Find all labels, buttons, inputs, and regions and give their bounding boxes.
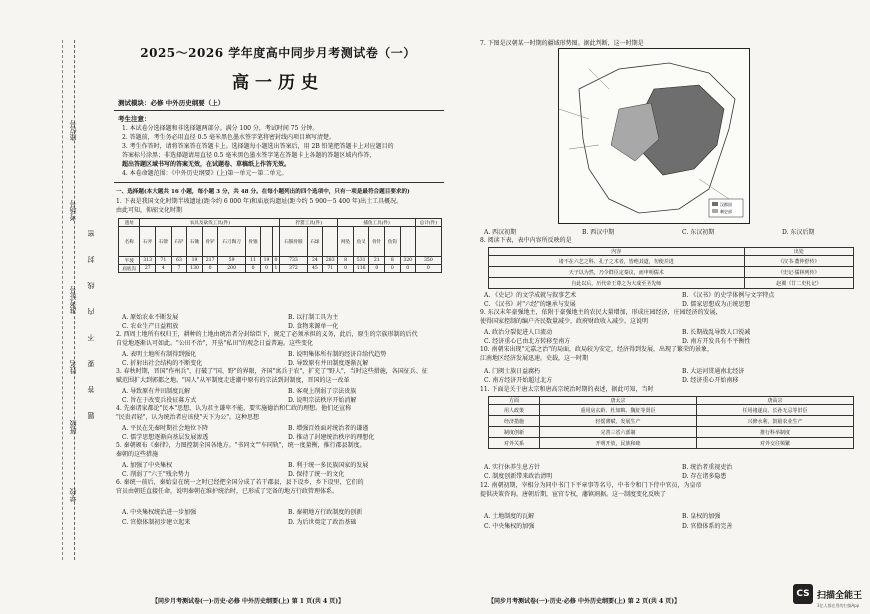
table-row: 庙底沟 27 4 7 130 0 200 0 0 1 372 45 71 0 116 0 0 0 0: [119, 265, 442, 273]
option-c: C. 旨在于改变兵役征募方式: [122, 397, 197, 404]
spine-label: 班级: [69, 420, 77, 434]
option-d: D. 导致原有井田制度逐渐瓦解: [288, 360, 369, 367]
question-stem: 江南地区经济发展迅速。史载，这一时期: [480, 355, 589, 362]
page-footer: 【同步月考测试卷(一)·历史·必修 中外历史纲要(上) 第 2 页(共 4 页)】: [488, 598, 681, 605]
seal-char: 要: [87, 360, 95, 367]
table-header: 唐太宗: [540, 397, 697, 405]
table-header: 方面: [489, 397, 540, 405]
question-stem: 4. 先秦诸家都论"民本"思想，认为君主谦卑不能，要实施德治和仁政的理想。他们还宣称: [116, 405, 352, 412]
option-c: C. 削弱了"六王"残余势力: [122, 471, 190, 478]
option-b: B. 西汉中期: [582, 229, 615, 236]
table-subheader: 名称: [119, 227, 140, 257]
option-c: C. 官僚体制初步建立起来: [122, 519, 191, 526]
han-map-figure: [558, 48, 750, 224]
question-stem: 提供决策咨询，唐朝后期，宦官专权，藩镇割据。这一制度变化反映了: [480, 491, 667, 498]
option-d: D. 存在诸多隐患: [682, 473, 727, 480]
option-c: C. 东汉初期: [682, 229, 715, 236]
cs-logo-icon: CS: [793, 584, 813, 604]
table-subheader: 网坠: [338, 227, 354, 257]
table-row: 经济措施 轻徭薄赋，发展生产 兴修水利，鼓励农业生产: [489, 416, 854, 427]
seal-char: 密: [87, 230, 95, 237]
question-stem: 5. 秦朝颁布《秦律》，力图控制全国各地方。"书同文""车同轨"，统一度量衡，推行郡县制度。: [116, 442, 366, 449]
question-stem: 11. 下面是关于唐太宗和唐高宗统治时期的表述，据此可知，当时: [480, 386, 654, 393]
spine-label: 学校: [69, 488, 77, 502]
section-heading: 一、选择题(本大题共 16 小题，每小题 3 分，共 48 分。在每小题列出的四个选项中，只有一项是最符合题目要求的): [116, 189, 410, 195]
option-d: D. 东汉后期: [782, 229, 815, 236]
option-b: B. 长期战乱导致人口锐减: [682, 329, 751, 336]
table-row: 制度创新 完善三省六部制 推行科举制度: [489, 427, 854, 438]
option-b: B. 以打制工具为主: [288, 314, 339, 321]
table-subheader: 骨铲: [202, 227, 218, 257]
seal-line-inner: [62, 40, 63, 560]
legend-swatch: [712, 202, 718, 206]
option-c: C. 农业生产日益粗放: [122, 323, 179, 330]
spine-label: 准考证号: [69, 286, 77, 314]
question-stem: 1. 下表是我国文化时期半坡遗址(距今约 6 000 年)和庙底沟遗址(距今约 5 900～5 400 年)出土工具概况。: [116, 198, 403, 205]
option-d: D. 儒家思想成为正统思想: [682, 301, 751, 308]
option-a: A. 门阀士族日益腐朽: [484, 368, 541, 375]
option-a: A. 原始农业不断发展: [122, 314, 179, 321]
seal-char: 不: [87, 334, 95, 341]
table-header: 内容: [489, 248, 745, 256]
question-stem: 2. 西周土地所有权归王，耕种的土地由统治者分封给臣下，规定了必须承担的义务，此后，原生的宗族形制的后代: [116, 331, 418, 338]
seal-char: 封: [87, 256, 95, 263]
option-a: A. 平民在先秦时期社会地位下降: [122, 425, 209, 432]
option-b: B. 说明集体所有制的经济自给代趋势: [288, 351, 387, 358]
option-b: B. 客观上削弱了宗法贵族: [288, 388, 357, 395]
table-header: 遗址: [119, 219, 140, 227]
table-subheader: 鱼叉: [353, 227, 369, 257]
table-header: 狩猎工具(件): [280, 219, 338, 227]
binding-strip: [0, 0, 108, 614]
option-b: B. 秦朝地方行政制度的创新: [288, 509, 363, 516]
question-stem: 8. 阅读下表，表中内容所反映的是: [480, 237, 572, 244]
option-b: B. 统治者重视吏治: [682, 464, 733, 471]
question-stem: 9. 东汉末年豪强地主，依附于豪强地主的农民大量增加，形成庄园经济，庄园经济的发展，: [480, 309, 722, 316]
subject-title: 高一历史: [232, 73, 324, 93]
page-footer: 【同步月考测试卷(一)·历史·必修 中外历史纲要(上) 第 1 页(共 4 页)】: [152, 598, 345, 605]
table-row: 对外关系 开明开放，民族和睦 对外交往频繁: [489, 438, 854, 449]
option-a: A. 土地制度的瓦解: [484, 513, 535, 520]
spine-label: 座位号: [69, 120, 77, 141]
table-subheader: 骨针: [369, 227, 385, 257]
option-a: A. 《史记》的文学成就与叙事艺术: [484, 292, 577, 299]
table-header: 总计(件): [415, 219, 441, 227]
question-stem: 由此可知，仰韶文化时期: [116, 207, 183, 214]
option-c: C. 儒学思想逐渐向基层发展渗透: [122, 434, 209, 441]
option-d: D. 经济重心开始南移: [682, 377, 739, 384]
option-a: A. 导致原有井田制度瓦解: [122, 388, 191, 395]
option-a: A. 实行休养生息方针: [484, 464, 541, 471]
question-stem: 秦朝的这些措施: [116, 451, 159, 458]
option-c: C. 折射出社会结构的不断变化: [122, 360, 203, 367]
exam-title: 2025～2026 学年度高中同步月考测试卷（一）: [140, 46, 416, 60]
question-stem: 6. 秦统一前后，秦始皇在统一之时已经把全国分成了若干郡县，县下设乡，乡下设里，它们的: [116, 479, 364, 486]
option-d: D. 官僚体系的完善: [682, 523, 733, 530]
seal-char: 内: [87, 308, 95, 315]
table-header: 唐高宗: [697, 397, 854, 405]
q11-table: [488, 396, 854, 449]
option-a: A. 表明土地所有制得到强化: [122, 351, 197, 358]
table-row: 用人政策 重用房玄龄、杜如晦、魏征等贤臣 任用褚遂良、长孙无忌等旧臣: [489, 405, 854, 416]
option-b: B. 增强百姓面对统治者的谦谨: [288, 425, 369, 432]
question-stem: 10. 南朝宋出现"元嘉之治"的局面，政局较为安定，经济得到发展，出现了繁荣的景象，: [480, 346, 713, 353]
notice-line: 3. 考生作答时，请将答案答在答题卡上。选择题每小题选出答案后，用 2B 铅笔把答题卡上对应题目的: [122, 143, 394, 150]
option-b: B. 皇权的加强: [682, 513, 721, 520]
option-d: D. 推动了封建统治秩序的理想化: [288, 434, 375, 441]
question-stem: "民贵君轻"，认为统治者应该使"天下为公"。这种思想: [116, 414, 260, 421]
watermark-subtitle: 3亿人都在用的扫描App: [816, 603, 860, 608]
notice-line: 2. 答题前，考生务必用直径 0.5 毫米黑色墨水签字笔将密封线内项目填写清楚。: [122, 134, 335, 141]
legend-label: 刺史部: [720, 209, 732, 214]
question-stem: 12. 南朝初期，宰相分为同中书门下平章事等名号，中书令和门下侍中官员，为皇帝: [480, 482, 702, 489]
page-2: [452, 0, 870, 614]
option-d: D. 食物来源单一化: [288, 323, 339, 330]
option-d: D. 保持了统一的文化: [288, 471, 345, 478]
notice-line: 超出答题区域书写的答案无效，在试题卷、草稿纸上作答无效。: [122, 161, 291, 168]
option-c: C. 经济重心已由北方转移至南方: [484, 338, 571, 345]
question-stem: 7. 下图是汉朝某一时期的疆域形势图。据此判断，这一时期是: [480, 40, 644, 47]
seal-char: 答: [87, 386, 95, 393]
option-a: A. 加强了中央集权: [122, 462, 173, 469]
option-a: A. 西汉初期: [484, 229, 517, 236]
table-row: 自此以后，历代帝王尊之为大成至圣先师 赵翼《廿二史札记》: [489, 278, 854, 289]
option-d: D. 为后世奠定了政治基础: [288, 519, 357, 526]
table-row: 诸不在六艺之科、孔子之术者，皆绝其道，勿使并进 《汉书·董仲舒传》: [489, 256, 854, 267]
legend-label: 汉郡国: [720, 202, 732, 207]
option-a: A. 中央集权统治进一步加强: [122, 509, 197, 516]
option-a: A. 政治分裂促进人口流动: [484, 329, 553, 336]
question-stem: 官员由朝廷直接任命，说明秦朝在维护统治时，已形成了完备的地方行政管理体系。: [116, 488, 339, 495]
table-row: 天子以为然，乃令群臣定秦议，而申明儒术 《史记·儒林列传》: [489, 267, 854, 278]
legend-swatch: [712, 209, 718, 213]
notice-title: 考生注意：: [118, 115, 151, 123]
seal-char: 题: [87, 412, 95, 419]
q8-table: [488, 247, 854, 289]
table-header: 农具及砍伐工具(件): [140, 219, 280, 227]
table-subheader: 石锛: [156, 227, 172, 257]
option-d: D. 说明宗法秩序开始消解: [288, 397, 357, 404]
divider: [114, 182, 444, 183]
table-subheader: 石铲: [171, 227, 187, 257]
divider: [114, 110, 444, 111]
option-c: C. 《汉书》对"六经"的继承与发展: [484, 301, 576, 308]
q1-tools-table: [118, 218, 442, 273]
table-subheader: 石刀陶刀: [218, 227, 245, 257]
question-stem: 赋范围扩大到郭都之地。"国人"从军制度走进潮中原有的宗法到封制度，晋国的这一改革: [116, 377, 350, 384]
han-territory-map: [559, 49, 749, 223]
question-stem: 自觉地逐渐认可如此。"公田不治"，开垦"私田"的观念日益普遍。这些变化: [116, 340, 314, 347]
spine-label: 考场号: [69, 200, 77, 221]
table-subheader: 石斧: [140, 227, 156, 257]
question-stem: 使得国家控制的编户齐民数量减少，政府财政收入减少。这说明: [480, 318, 649, 325]
option-b: B. 利于统一多民族国家的发展: [288, 462, 369, 469]
watermark-brand: 扫描全能王: [816, 590, 862, 601]
table-subheader: 石球: [307, 227, 323, 257]
spine-label: 姓名: [69, 360, 77, 374]
notice-line: 4. 本卷命题范围：《中外历史纲要》(上)第一单元～第二单元。: [122, 170, 288, 177]
notice-line: 1. 本试卷分选择题和非选择题两部分。满分 100 分，考试时间 75 分钟。: [122, 125, 319, 132]
option-b: B. 《汉书》的史学体例与文字特点: [682, 292, 775, 299]
table-subheader: 石锄: [187, 227, 203, 257]
scanner-watermark: [793, 584, 862, 608]
test-scope: 测试模块：必修 中外历史纲要（上）: [118, 99, 225, 107]
table-row: 半坡 313 71 63 19 217 59 11 19 0 733 24 283 8 531 21 8 320 350: [119, 257, 442, 265]
table-header: 出处: [744, 248, 854, 256]
option-c: C. 南方经济开始超过北方: [484, 377, 553, 384]
option-c: C. 中央集权的加强: [484, 523, 535, 530]
table-subheader: 骨锥: [245, 227, 261, 257]
table-subheader: 石镞骨镞: [280, 227, 307, 257]
page-1: [108, 0, 448, 614]
notice-line: 答案标号涂黑；非选择题请用直径 0.5 毫米黑色墨水签字笔在答题卡上各题的答题区域内作答，: [122, 152, 376, 159]
question-stem: 3. 春秋时期，晋国"作州兵"，打破了"国、野"的界限，齐国"寓兵于农"，扩充了"野人"，当时这些措施，各国征兵、征: [116, 368, 428, 375]
seal-char: 线: [87, 282, 95, 289]
option-c: C. 制度创新带来政治清明: [484, 473, 553, 480]
option-b: B. 大运河贯通南北经济: [682, 368, 745, 375]
table-subheader: 鱼钩: [385, 227, 401, 257]
table-header: 捕鱼工具(件): [338, 219, 415, 227]
option-d: D. 南方开发具有不平衡性: [682, 338, 751, 345]
